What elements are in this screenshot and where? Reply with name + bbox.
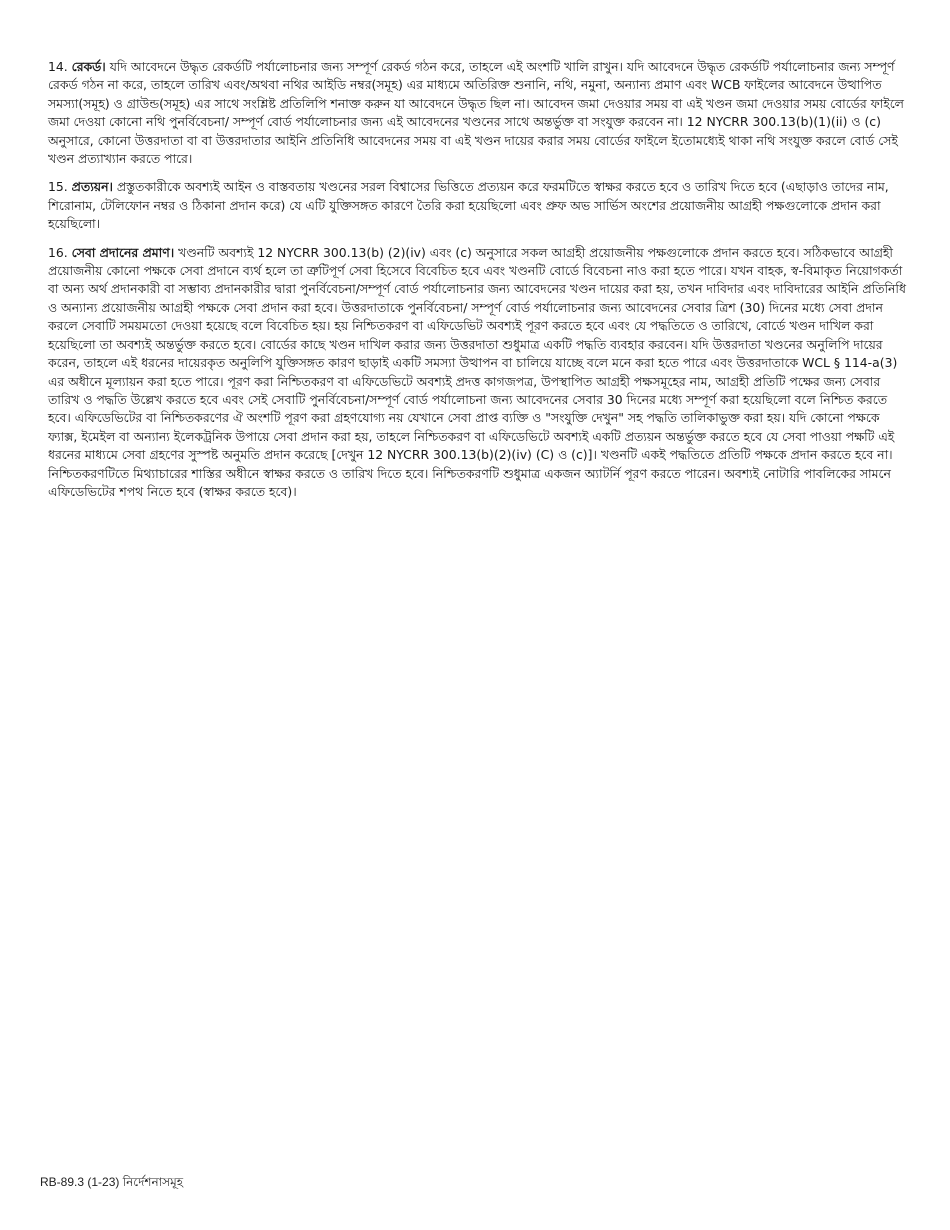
section-title: রেকর্ড। <box>71 59 106 74</box>
section-number: 16. <box>48 244 68 260</box>
section-title: সেবা প্রদানের প্রমাণ। <box>71 244 175 260</box>
section-body: খণ্ডনটি অবশ্যই 12 NYCRR 300.13(b) (2)(iv) এবং (c) অনুসারে সকল আগ্রহী প্রয়োজনীয় পক্ষগুলোকে প্রদান করতে হবে। সঠিকভাবে আগ্রহী প্রয়োজনীয় কোনো পক্ষকে সেবা প্রদানে ব্যর্থ হলে তা ত্রুটিপূর্ণ সেবা হিসেবে বিবেচিত হবে এবং খণ্ডনটি বোর্ডে বিবেচনা নাও করা হতে পারে। যখন বাহক, স্ব-বিমাকৃত নিয়োগকর্তা বা অন্য অর্থ প্রদানকারী বা সম্ভাব্য প্রদানকারীর দ্বারা পুনর্বিবেচনা/সম্পূর্ণ বোর্ড পর্যালোচনার জন্য আবেদনের খণ্ডন দায়ের করা হয়, তখন দাবিদার এবং দাবিদারের আইনি প্রতিনিধি ও অন্যান্য প্রয়োজনীয় আগ্রহী পক্ষকে সেবা প্রদান করা হবে। উত্তরদাতাকে পুনর্বিবেচনা/ সম্পূর্ণ বোর্ড পর্যালোচনার জন্য আবেদনের সেবার ত্রিশ (30) দিনের মধ্যে সেবা প্রদান করলে সেবাটি সময়মতো দেওয়া হয়েছে বলে বিবেচিত হয়। হয় নিশ্চিতকরণ বা এফিডেভিট অবশ্যই পূরণ করতে হবে এবং যে পদ্ধতিতে ও তারিখে, বোর্ডে খণ্ডন দাখিল করা হয়েছিলো তা অবশ্যই অন্তর্ভুক্ত করতে হবে। বোর্ডের কাছে খণ্ডন দাখিল করার জন্য উত্তরদাতা শুধুমাত্র একটি পদ্ধতি ব্যবহার করবেন। যদি উত্তরদাতা খণ্ডনের অনুলিপি দায়ের করেন, তাহলে এই ধরনের দায়েরকৃত অনুলিপি যুক্তিসঙ্গত কারণ ছাড়াই একটি সমস্যা উত্থাপন বা চালিয়ে যাচ্ছে বলে মনে করা হতে পারে এবং উত্তরদাতাকে WCL § 114-a(3) এর অধীনে মূল্যায়ন করা হতে পারে। পূরণ করা নিশ্চিতকরণ বা এফিডেভিটে অবশ্যই প্রদত্ত কাগজপত্র, উপস্থাপিত আগ্রহী পক্ষসমূহের নাম, আগ্রহী প্রতিটি পক্ষের জন্য সেবার তারিখ ও পদ্ধতি উল্লেখ করতে হবে এবং সেই সেবাটি পুনর্বিবেচনা/সম্পূর্ণ বোর্ড পর্যালোচনা জন্য আবেদনের সেবার 30 দিনের মধ্যে সম্পূর্ণ করা হয়েছিলো বলে নিশ্চিত করতে হবে। এফিডেভিটের বা নিশ্চিতকরণের ঐ অংশটি পূরণ করা গ্রহণযোগ্য নয় যেখানে সেবা প্রাপ্ত ব্যক্তি ও "সংযুক্তি দেখুন" সহ পদ্ধতি তালিকাভুক্ত করা হয়। যদি কোনো পক্ষকে ফ্যাক্স, ইমেইল বা অন্যান্য ইলেকট্রনিক উপায়ে সেবা প্রদান করা হয়, তাহলে নিশ্চিতকরণ বা এফিডেভিটে অবশ্যই একটি প্রত্যয়ন অন্তর্ভুক্ত করতে হবে যে সেবা পাওয়া পক্ষটি এই ধরনের মাধ্যমে সেবা গ্রহণের সুস্পষ্ট অনুমতি প্রদান করেছে [দেখুন 12 NYCRR 300.13(b)(2)(iv) (C) ও (c)]। খণ্ডনটি একই পদ্ধতিতে প্রতিটি পক্ষকে প্রদান করতে হবে না। নিশ্চিতকরণটিতে মিথ্যাচারের শাস্তির অধীনে স্বাক্ষর করতে ও তারিখ দিতে হবে। নিশ্চিতকরণটি শুধুমাত্র একজন অ্যাটর্নি পূরণ করতে পারেন। অবশ্যই নোটারি পাবলিকের সামনে এফিডেভিটের শপথ নিতে হবে (স্বাক্ষর করতে হবে)। <box>48 244 906 499</box>
section-body: যদি আবেদনে উদ্ধৃত রেকর্ডটি পর্যালোচনার জন্য সম্পূর্ণ রেকর্ড গঠন করে, তাহলে এই অংশটি খালি রাখুন। যদি আবেদনে উদ্ধৃত রেকর্ডটি পর্যালোচনার জন্য সম্পূর্ণ রেকর্ড গঠন না করে, তাহলে তারিখ এবং/অথবা নথির আইডি নম্বর(সমূহ) এর মাধ্যমে অতিরিক্ত শুনানি, নথি, নমুনা, অন্যান্য প্রমাণ এবং WCB ফাইলের আবেদনে উত্থাপিত সমস্যা(সমূহ) ও গ্রাউন্ড(সমূহ) এর সাথে সংশ্লিষ্ট প্রতিলিপি শনাক্ত করুন যা আবেদনে উদ্ধৃত ছিল না। আবেদন জমা দেওয়ার সময় বা এই খণ্ডন জমা দেওয়ার সময় বোর্ডের ফাইলে জমা দেওয়া কোনো নথি পুনর্বিবেচনা/ সম্পূর্ণ বোর্ড পর্যালোচনার জন্য এই আবেদনের খণ্ডনের সাথে অন্তর্ভুক্ত বা সংযুক্ত করবেন না। 12 NYCRR 300.13(b)(1)(ii) ও (c) অনুসারে, কোনো উত্তরদাতা বা বা উত্তরদাতার আইনি প্রতিনিধি আবেদনের সময় বা এই খণ্ডন দায়ের করার সময় বোর্ডের ফাইলে ইতোমধ্যেই থাকা নথি সংযুক্ত করলে বোর্ড সেই খণ্ডন প্রত্যাখ্যান করতে পারে। <box>48 59 904 167</box>
section-number: 15. <box>48 179 68 195</box>
form-footer-id: RB-89.3 (1-23) নির্দেশনাসমূহ <box>40 1175 184 1189</box>
section-16-proof-of-service <box>48 244 910 502</box>
section-body: প্রস্তুতকারীকে অবশ্যই আইন ও বাস্তবতায় খণ্ডনের সরল বিশ্বাসের ভিত্তিতে প্রত্যয়ন করে ফরমটিতে স্বাক্ষর করতে হবে ও তারিখ দিতে হবে (এছাড়াও তাদের নাম, শিরোনাম, টেলিফোন নম্বর ও ঠিকানা প্রদান করে) যে এটি যুক্তিসঙ্গত কারণে তৈরি করা হয়েছিলো এবং প্রুফ অভ সার্ভিস অংশের প্রয়োজনীয় আগ্রহী পক্ষগুলোকে প্রদান করা হয়েছিলো। <box>48 179 889 232</box>
instructions-content <box>48 58 910 511</box>
section-title: প্রত্যয়ন। <box>71 179 113 195</box>
section-14-record <box>48 58 910 168</box>
section-15-certification <box>48 178 910 233</box>
section-number: 14. <box>48 59 68 74</box>
